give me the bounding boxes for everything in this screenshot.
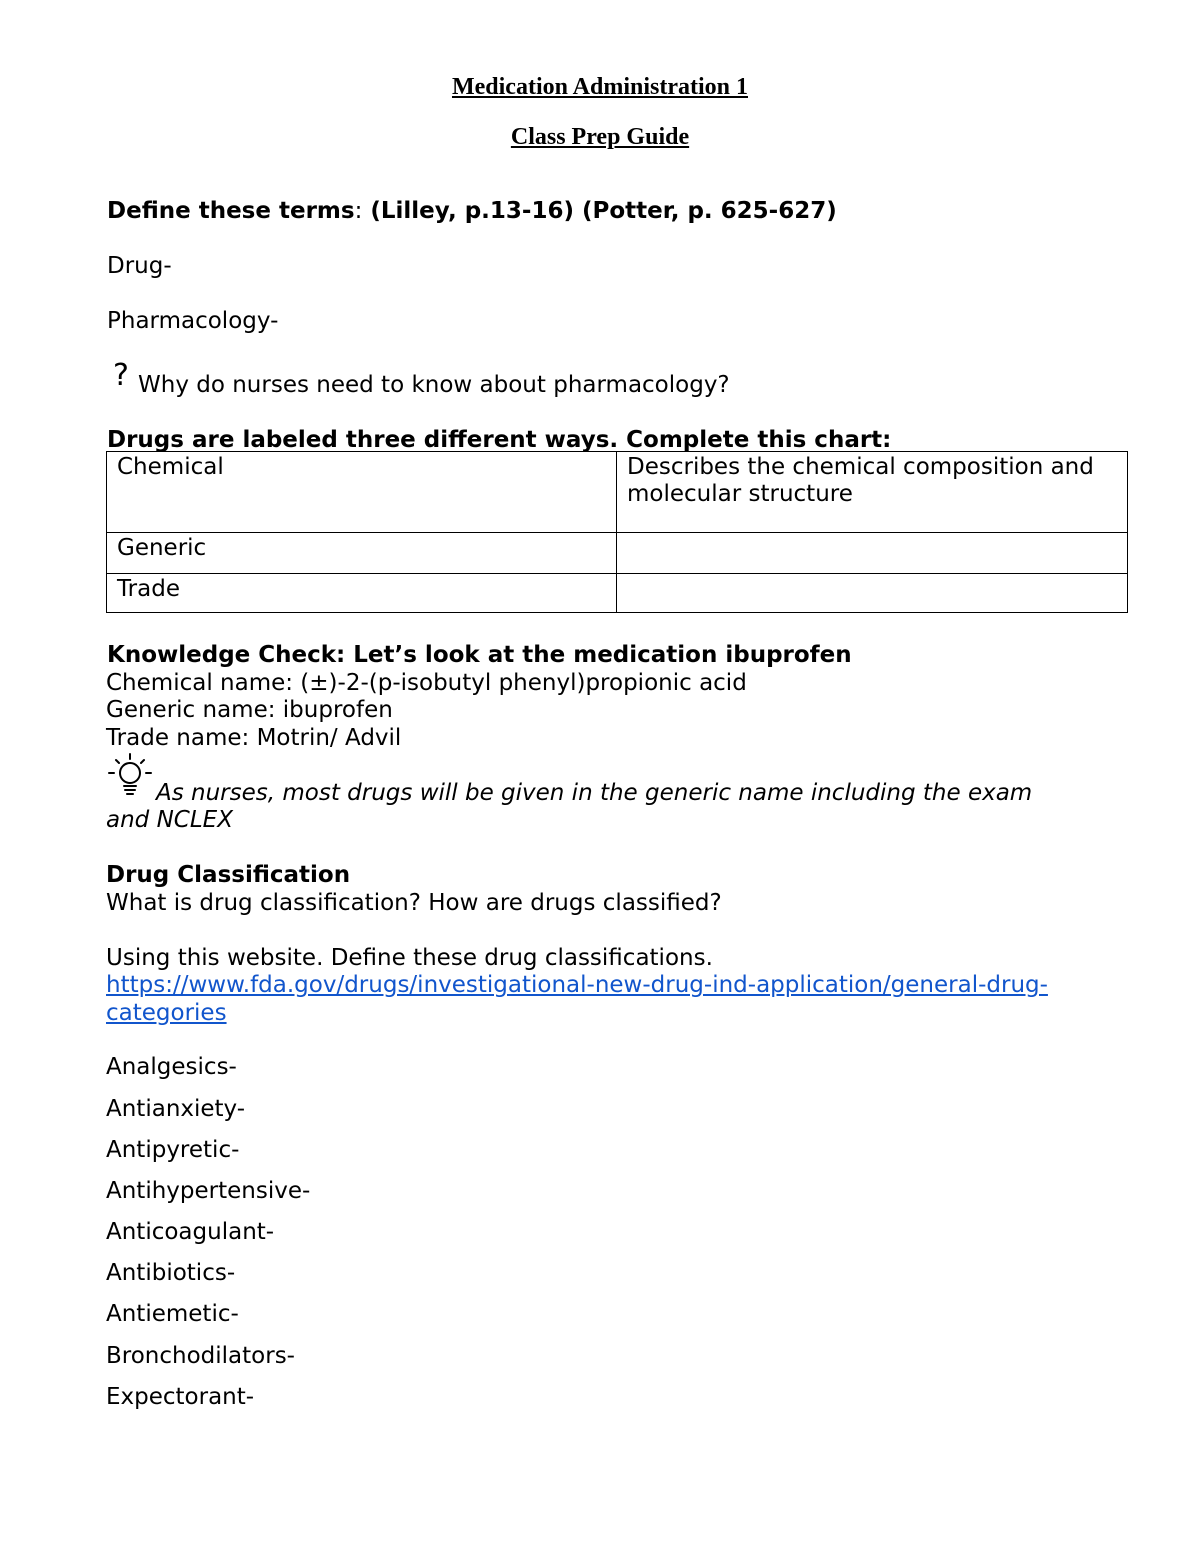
term-antiemetic: Antiemetic-: [106, 1301, 239, 1327]
define-terms-heading: Define these terms: (Lilley, p.13-16) (Potter, p. 625-627): [107, 198, 837, 224]
term-pharmacology: Pharmacology-: [107, 308, 279, 334]
term-bronchodilators: Bronchodilators-: [106, 1343, 295, 1369]
classification-question: What is drug classification? How are drugs classified?: [106, 890, 722, 916]
trade-name: Trade name: Motrin/ Advil: [106, 725, 402, 751]
document-title: Medication Administration 1: [451, 74, 748, 100]
table-cell-description[interactable]: Describes the chemical composition and molecular structure: [617, 452, 1128, 533]
table-cell-description[interactable]: [617, 574, 1128, 613]
chart-heading: Drugs are labeled three different ways. Complete this chart:: [107, 427, 892, 453]
question-icon: ?: [113, 358, 129, 393]
generic-name: Generic name: ibuprofen: [106, 697, 393, 723]
chemical-name: Chemical name: (±)-2-(p-isobutyl phenyl)propionic acid: [106, 670, 747, 696]
term-anticoagulant: Anticoagulant-: [106, 1219, 275, 1245]
term-drug: Drug-: [107, 253, 172, 279]
question-text: Why do nurses need to know about pharmacology?: [138, 372, 730, 398]
lightbulb-icon: [105, 752, 155, 800]
term-analgesics: Analgesics-: [106, 1054, 237, 1080]
drug-naming-table: [106, 451, 1128, 613]
knowledge-check-heading: Knowledge Check: Let’s look at the medication ibuprofen: [107, 642, 852, 668]
table-cell-label: Generic: [107, 533, 617, 574]
term-antianxiety: Antianxiety-: [106, 1096, 246, 1122]
table-row: [107, 452, 1128, 533]
classification-heading: Drug Classification: [106, 862, 351, 888]
table-row: [107, 574, 1128, 613]
table-cell-label: Chemical: [107, 452, 617, 533]
document-subtitle: Class Prep Guide: [510, 124, 690, 150]
fda-link-line-2[interactable]: categories: [106, 1000, 227, 1026]
define-terms-label: Define these terms: [107, 198, 355, 224]
tip-line-1: As nurses, most drugs will be given in the generic name including the exam: [156, 780, 1033, 806]
table-cell-description[interactable]: [617, 533, 1128, 574]
term-antihypertensive: Antihypertensive-: [106, 1178, 311, 1204]
table-cell-label: Trade: [107, 574, 617, 613]
tip-line-2: and NCLEX: [106, 807, 233, 833]
term-expectorant: Expectorant-: [106, 1384, 255, 1410]
define-terms-refs: (Lilley, p.13-16) (Potter, p. 625-627): [362, 198, 837, 224]
term-antibiotics: Antibiotics-: [106, 1260, 236, 1286]
fda-link-line-1[interactable]: https://www.fda.gov/drugs/investigational-new-drug-ind-application/general-drug-: [106, 972, 1048, 998]
term-antipyretic: Antipyretic-: [106, 1137, 240, 1163]
table-row: [107, 533, 1128, 574]
classification-instruction: Using this website. Define these drug classifications.: [106, 945, 713, 971]
